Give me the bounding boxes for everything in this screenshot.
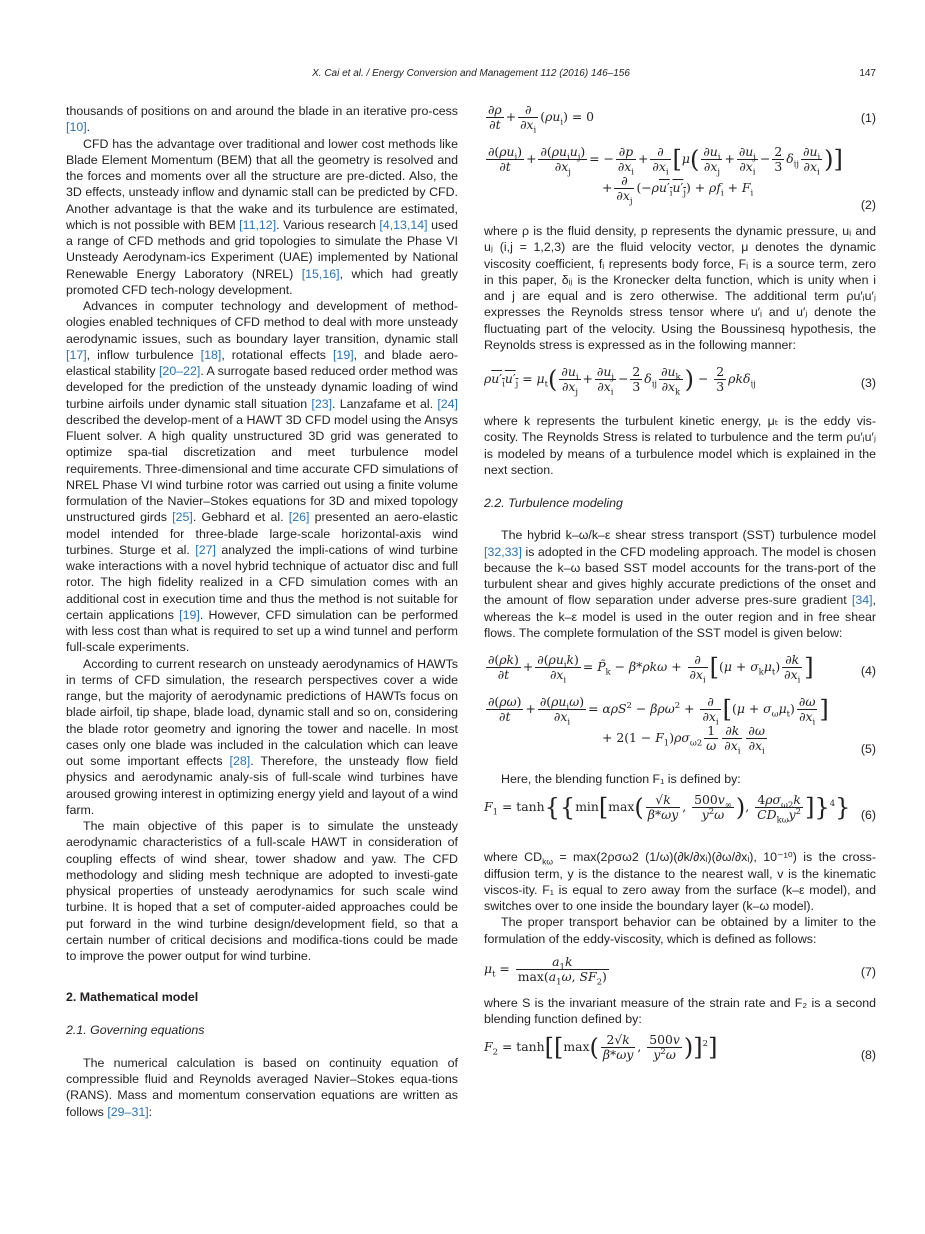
equation-3 — [484, 365, 876, 401]
citation-link[interactable]: [20–22] — [158, 364, 201, 378]
equation-body: $F_1 = \tanh\{\{\min[\max$( $\frac{√k}{\beta*\omega y}$ , $\frac{500v_\infty}{y^2\omega}$ ), $\frac{4\rho\sigma_{\omega 2}k}{CD_{k\omega}y^2}$ ]}$^4$} — [484, 792, 851, 826]
equation-8 — [484, 1033, 876, 1077]
equation-body: $F_2 = \tanh[[\max$( $\frac{2√k}{\beta*\omega y}$ , $\frac{500v}{y^2\omega}$ )]$^2$] — [484, 1032, 718, 1063]
paragraph: The hybrid k–ω/k–ε shear stress transport (SST) turbulence model [32,33] is adopted in the CFD modeling approach. The model is chosen because the k–ω based SST model accounts for the trans-port of the turbulent shear and gives highly accurate predictions of the onset and the amount of flow separation under adverse pres-sure gradient [34], whereas the k–ε model is used in the outer region and in free shear flows. The complete formulation of the SST model is given below: — [484, 528, 876, 640]
citation-link[interactable]: [25] — [172, 510, 193, 525]
citation-link[interactable]: [28] — [229, 754, 251, 768]
left-column — [66, 103, 458, 1120]
citation-link[interactable]: [32,33] — [484, 544, 522, 559]
equation-4 — [484, 653, 876, 689]
citation-link[interactable]: [24] — [437, 396, 458, 411]
equation-number: (2) — [860, 197, 876, 212]
page-number: 147 — [859, 68, 876, 79]
paragraph: where $CD_{k\omega} = \max(2\rho\sigma\omega 2$ (1/ω)(∂k/∂xᵢ)(∂ω/∂xᵢ), 10⁻¹⁰) is the cross-diffusion term, y is the distance to the nearest wall, v is the kinematic viscos-ity. F₁ is equal to zero away from the surface (k–ε model), and switches over to one inside the boundary layer (k–ω model). — [484, 850, 876, 913]
paragraph: where ρ is the fluid density, p represents the dynamic pressure, uᵢ and uⱼ (i,j = 1,2,3) are the fluid velocity vector, μ denotes the dynamic viscosity coefficient, fᵢ represents body force, Fᵢ is a source term, zero in this paper, δᵢⱼ is the Kronecker delta function, which is unity when i and j are equal and is zero otherwise. The additional term ρu′ᵢu′ⱼ expresses the Reynolds stress tensor where u′ᵢ and u′ⱼ denote the fluctuating part of the velocity. Using the Boussinesq hypothesis, the Reynolds stress is expressed as in the following manner: — [484, 224, 876, 352]
citation-link[interactable]: [19] — [332, 347, 354, 362]
equation-body: $\mu_t$ = $\frac{a_1k}{\max(a_1\omega, SF_2)}$ — [484, 953, 607, 988]
subsection-heading: 2.1. Governing equations — [66, 1022, 205, 1037]
citation-link[interactable]: [17] — [66, 347, 87, 362]
equation-number: (7) — [860, 964, 876, 979]
equation-2 — [484, 145, 876, 223]
equation-number: (3) — [860, 375, 876, 390]
citation-link[interactable]: [27] — [195, 542, 216, 557]
paragraph: According to current research on unsteady aerodynamics of HAWTs in terms of CFD simulation, the research perspectives cover a wide range, but the majority of aerodynamic predictions of HAWTs focus on blade airfoil, tip shape, blade load, dynamic stall and so on, considering the blade rotor geometry and ignoring the tower and nacelle. In most cases only one blade was included in the calculation which can leave out some important effects [28]. Therefore, the unsteady flow field physics and aerodynamic analy-sis of full-scale wind turbines have aroused growing interest in optimizing energy yield and layout of a wind farm. — [66, 656, 458, 817]
equation-body: $\frac{\partial(\rho\omega)}{\partial t}$ + $\frac{\partial(\rho u_i\omega)}{\partial x_i}$ = αρS$^2$ − βρω$^2$ + $\frac{\partial}{\partial x_i}$ [$(\mu + \sigma_\omega\mu_t)$ $\frac{\partial\omega}{\partial x_i}$ ] + $2(1 - F_1)\rho\sigma_{\omega 2}$ $\frac{1}{\omega}$ $\frac{\partial k}{\partial x_i}$ $\frac{\partial\omega}{\partial x_i}$ — [488, 694, 829, 757]
paragraph: thousands of positions on and around the blade in an iterative pro-cess [10]. — [66, 104, 458, 135]
equation-5 — [484, 695, 876, 765]
citation-link[interactable]: [11,12] — [239, 217, 277, 232]
equation-number: (8) — [860, 1048, 876, 1063]
equation-body: $\frac{\partial\rho}{\partial t}$ + $\frac{\partial}{\partial x_i}$ $(\rho u_i) = 0$ — [488, 102, 595, 136]
citation-link[interactable]: [18] — [200, 347, 222, 362]
right-column — [484, 103, 876, 1077]
citation-link[interactable]: [26] — [288, 510, 310, 525]
citation-link[interactable]: [19] — [179, 607, 200, 622]
equation-number: (1) — [860, 110, 876, 125]
paragraph: where k represents the turbulent kinetic energy, μₜ is the eddy vis-cosity. The Reynolds Stress is related to turbulence and the term ρu′ᵢu′ⱼ is modeled by means of a turbulence model which is explained in the next section. — [484, 414, 876, 477]
paragraph: The proper transport behavior can be obtained by a limiter to the formulation of the eddy-viscosity, which is defined as follows: — [484, 915, 876, 946]
equation-body: $\frac{\partial(\rho u_i)}{\partial t}$ + $\frac{\partial(\rho u_iu_j)}{\partial x_j}$ = − $\frac{\partial p}{\partial x_i}$ + $\frac{\partial}{\partial x_i}$ [μ( $\frac{\partial u_i}{\partial x_j}$ + $\frac{\partial u_j}{\partial x_i}$ − $\frac{2}{3}$ $\delta_{ij}$ $\frac{\partial u_i}{\partial x_i}$ )] + $\frac{\partial}{\partial x_j}$ $(-\rho u'_iu'_j) + \rho f_i + F_i$ — [488, 144, 843, 207]
paragraph: Here, the blending function F₁ is defined by: — [501, 772, 741, 786]
equation-number: (5) — [860, 741, 876, 756]
citation-link[interactable]: [29–31] — [107, 1104, 149, 1119]
paragraph: where S is the invariant measure of the strain rate and F₂ is a second blending function defined by: — [484, 995, 876, 1026]
running-header — [66, 68, 876, 84]
citation-link[interactable]: [15,16] — [301, 266, 340, 281]
citation-link[interactable]: [10] — [66, 120, 87, 135]
equation-6 — [484, 793, 876, 837]
section-heading: 2. Mathematical model — [66, 990, 199, 1005]
paragraph: CFD has the advantage over traditional and lower cost methods like Blade Element Momentum (BEM) that all the geometry is resolved and the forces and moments over all the structure are pre-dicted. Also, the 3D effects, unsteady inflow and dynamic stall can be predicted by CFD. Another advantage is that the wake and its turbulence are estimated, which is not possible with BEM [11,12]. Various research [4,13,14] used a range of CFD methods and grid topologies to simulate the Phase VI Unsteady Aerodynam-ics Experiment (UAE) implemented by National Renewable Energy Laboratory (NREL) [15,16], which had greatly promoted CFD tech-nology development. — [66, 136, 458, 297]
citation-link[interactable]: [34] — [851, 593, 873, 608]
equation-1 — [484, 102, 876, 136]
equation-number: (6) — [860, 808, 876, 823]
journal-citation: X. Cai et al. / Energy Conversion and Management 112 (2016) 146–156 — [312, 68, 630, 79]
paragraph: The numerical calculation is based on continuity equation of compressible fluid and Reynolds averaged Navier–Stokes equa-tions (RANS). Mass and momentum conservation equations are written as follows [29–31]: — [66, 1055, 458, 1119]
equation-number: (4) — [860, 663, 876, 678]
citation-link[interactable]: [4,13,14] — [379, 217, 428, 232]
citation-link[interactable]: [23] — [311, 396, 333, 411]
equation-body: $\rho u'_iu'_j = \mu_t$( $\frac{\partial u_i}{\partial x_j}$ + $\frac{\partial u_j}{\partial x_i}$ − $\frac{2}{3}$ $\delta_{ij}$ $\frac{\partial u_k}{\partial x_k}$ ) − $\frac{2}{3}$ ρkδ$_{ij}$ — [484, 364, 756, 398]
subsection-heading: 2.2. Turbulence modeling — [484, 496, 623, 510]
paragraph: Advances in computer technology and development of method-ologies enabled techniques of CFD method to deal with more unsteady aerodynamic issues, such as boundary layer transition, dynamic stall [17], inflow turbulence [18], rotational effects [19], and blade aero-elastical stability [20–22]. A surrogate based reduced order method was developed for the prediction of the unsteady dynamic loading of wind turbine airfoils under dynamic stall situation [23]. Lanzafame et al. [24] described the develop-ment of a HAWT 3D CFD model using the Ansys Fluent solver. A high quality unstructured 3D grid was generated to optimize spa-tial discretization and meet turbulence model requirements. Three-dimensional and time accurate CFD simulations of NREL Phase VI wind turbine rotor was carried out using a finite volume formulation of the Navier–Stokes equations for 3D and mixed topology unstructured girds [25]. Gebhard et al. [26] presented an aero-elastic model intended for three-blade large-scale horizontal-axis wind turbines. Sturge et al. [27] analyzed the impli-cations of wind turbine wake interactions with a novel hybrid technique of actuator disc and full rotor. The high fidelity realized in a CFD simulation comes with an additional cost in execution time and thus the method is not suitable for certain applications [19]. However, CFD simulation can be performed with less cost than what is required to set up a wind tunnel and perform full-scale experiments. — [66, 299, 459, 655]
equation-7 — [484, 955, 876, 989]
equation-body: $\frac{\partial(\rho k)}{\partial t}$ + $\frac{\partial(\rho u_ik)}{\partial x_i}$ = $P̃_k - \beta*\rho k\omega$ + $\frac{\partial}{\partial x_i}$ [$(\mu + \sigma_k\mu_t)$ $\frac{\partial k}{\partial x_i}$ ] — [488, 652, 814, 686]
paragraph: The main objective of this paper is to simulate the unsteady aerodynamic characteristics of a full-scale HAWT in consideration of coupling effects of wind shear, tower shadow and yaw. The CFD methodology and sliding mesh technique are adopted to investi-gate physical properties of unsteady aerodynamics for such scale wind turbine. It is hoped that a set of computer-aided approaches could be put forward in the wind turbine design/development field, so that a certain number of critical decisions and modifica-tions could be made to improve the power output for wind turbine. — [66, 819, 458, 963]
